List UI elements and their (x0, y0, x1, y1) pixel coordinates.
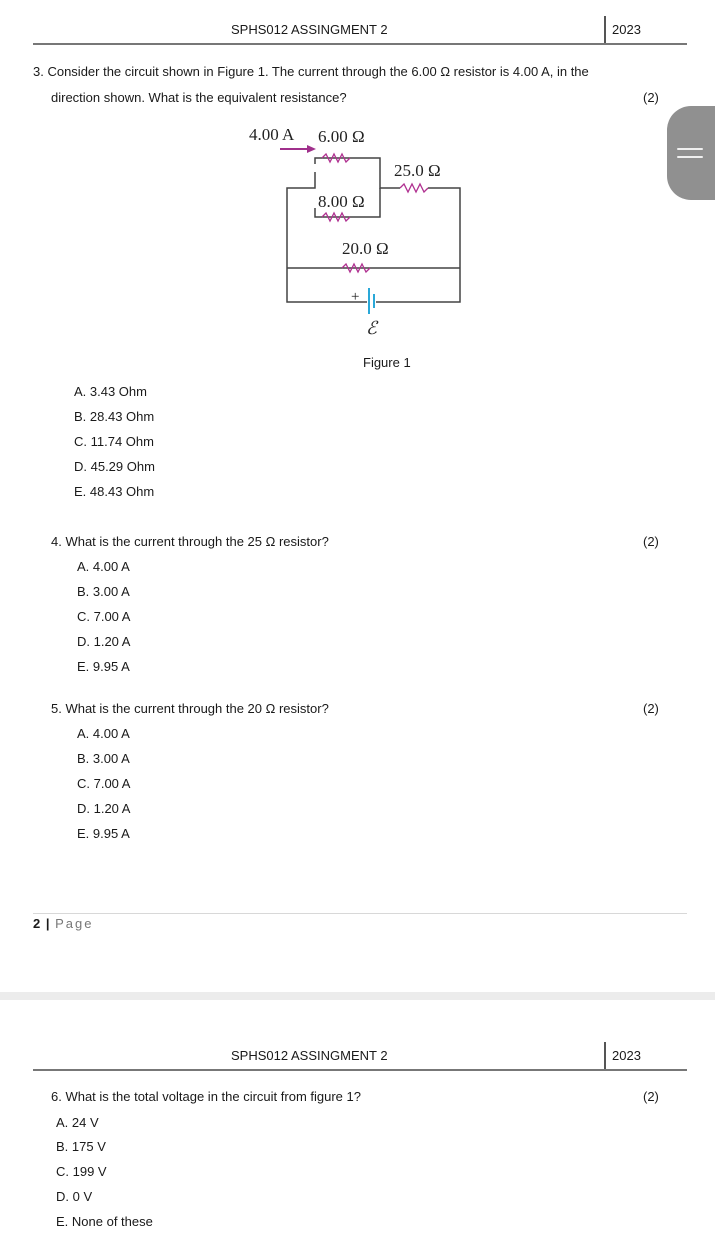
q5-option-e: E. 9.95 A (77, 826, 130, 841)
question-5-marks: (2) (643, 701, 659, 716)
q3-option-a: A. 3.43 Ohm (74, 384, 147, 399)
label-r-20: 20.0 Ω (342, 239, 389, 258)
question-6-text: 6. What is the total voltage in the circuit from figure 1? (51, 1089, 361, 1104)
page-label: Page (55, 916, 94, 931)
q5-option-c: C. 7.00 A (77, 776, 131, 791)
current-arrow-head (307, 145, 316, 153)
q6-option-c: C. 199 V (56, 1164, 107, 1179)
document-page-2 (0, 1000, 715, 1244)
q6-option-a: A. 24 V (56, 1115, 99, 1130)
circuit-figure (240, 120, 475, 345)
q4-option-a: A. 4.00 A (77, 559, 130, 574)
header-title: SPHS012 ASSINGMENT 2 (231, 22, 388, 37)
page-gap (0, 992, 715, 1000)
q3-option-c: C. 11.74 Ohm (74, 434, 154, 449)
circuit-diagram (240, 120, 475, 345)
q6-option-b: B. 175 V (56, 1139, 106, 1154)
header-rule (33, 43, 687, 45)
q4-option-c: C. 7.00 A (77, 609, 131, 624)
label-r-8: 8.00 Ω (318, 192, 365, 211)
resistor-25ohm (400, 184, 428, 192)
question-5-text: 5. What is the current through the 20 Ω resistor? (51, 701, 329, 716)
drag-handle-icon[interactable] (667, 106, 715, 200)
q5-option-a: A. 4.00 A (77, 726, 130, 741)
page-number: 2 (33, 916, 42, 931)
question-3-marks: (2) (643, 90, 659, 105)
q6-option-d: D. 0 V (56, 1189, 93, 1204)
drag-handle-line (677, 148, 703, 150)
q6-option-e: E. None of these (56, 1214, 153, 1229)
question-3-line-1: 3. Consider the circuit shown in Figure 1. The current through the 6.00 Ω resistor is 4.00 A, in the (33, 64, 589, 79)
header-title: SPHS012 ASSINGMENT 2 (231, 1048, 388, 1063)
q4-option-e: E. 9.95 A (77, 659, 130, 674)
header-divider (604, 16, 606, 44)
q4-option-d: D. 1.20 A (77, 634, 131, 649)
label-plus: + (351, 289, 360, 305)
label-r-6: 6.00 Ω (318, 127, 365, 146)
header-year: 2023 (612, 22, 641, 37)
q3-option-e: E. 48.43 Ohm (74, 484, 155, 499)
label-emf: ℰ (366, 318, 377, 338)
footer-rule (33, 913, 687, 914)
question-3-line-2: direction shown. What is the equivalent resistance? (51, 90, 347, 105)
question-6-marks: (2) (643, 1089, 659, 1104)
q3-option-d: D. 45.29 Ohm (74, 459, 155, 474)
q5-option-d: D. 1.20 A (77, 801, 131, 816)
header-rule (33, 1069, 687, 1071)
q3-option-b: B. 28.43 Ohm (74, 409, 155, 424)
figure-caption: Figure 1 (363, 355, 411, 370)
header-divider (604, 1042, 606, 1070)
q4-option-b: B. 3.00 A (77, 584, 130, 599)
label-r-25: 25.0 Ω (394, 161, 441, 180)
header-year: 2023 (612, 1048, 641, 1063)
label-current: 4.00 A (249, 125, 295, 144)
drag-handle-line (677, 156, 703, 158)
q5-option-b: B. 3.00 A (77, 751, 130, 766)
question-4-text: 4. What is the current through the 25 Ω resistor? (51, 534, 329, 549)
footer-separator: | (45, 916, 51, 931)
page-footer (33, 916, 94, 931)
question-4-marks: (2) (643, 534, 659, 549)
